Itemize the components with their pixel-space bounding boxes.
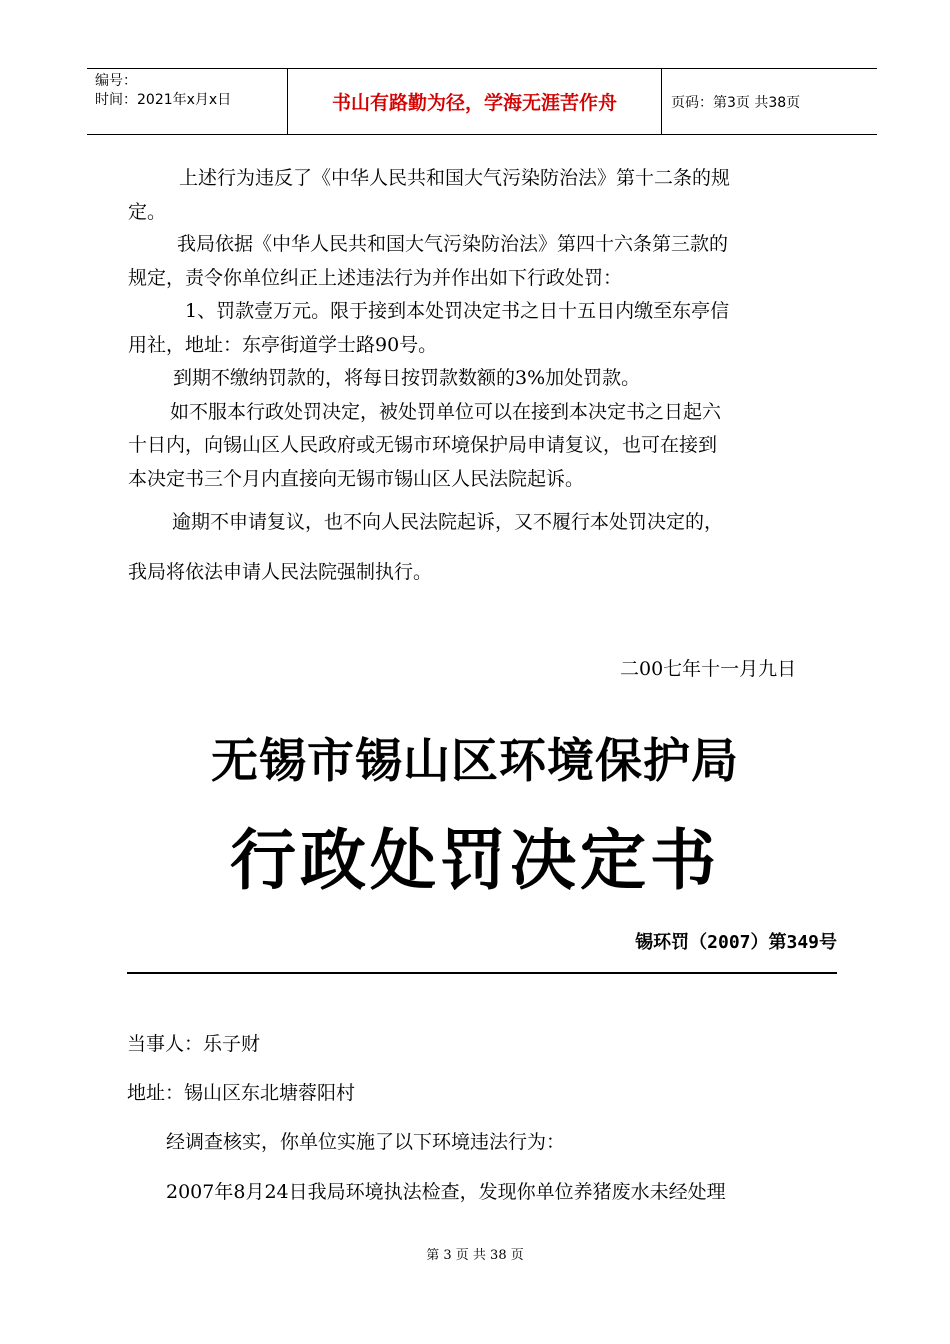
- paragraph-line: 上述行为违反了《中华人民共和国大气污染防治法》第十二条的规: [179, 167, 731, 189]
- document-date: 二00七年十一月九日: [620, 658, 797, 680]
- header-page-cell: [662, 69, 877, 134]
- paragraph-line: 用社，地址：东亭街道学士路90号。: [128, 334, 438, 356]
- paragraph-line: 十日内，向锡山区人民政府或无锡市环境保护局申请复议，也可在接到: [128, 434, 718, 456]
- header-meta-cell: [87, 69, 288, 134]
- page-header: [87, 68, 877, 135]
- header-number-label: 编号：: [95, 73, 137, 89]
- header-time-label: 时间：2021年x月x日: [95, 92, 232, 108]
- header-motto: 书山有路勤为径，学海无涯苦作舟: [331, 92, 617, 114]
- paragraph-line: 1、罚款壹万元。限于接到本处罚决定书之日十五日内缴至东亭信: [185, 300, 730, 322]
- finding-line: 2007年8月24日我局环境执法检查，发现你单位养猪废水未经处理: [166, 1181, 726, 1203]
- paragraph-line: 我局将依法申请人民法院强制执行。: [128, 561, 433, 583]
- page-footer: 第 3 页 共 38 页: [426, 1248, 524, 1263]
- paragraph-line: 本决定书三个月内直接向无锡市锡山区人民法院起诉。: [128, 468, 585, 490]
- paragraph-line: 规定，责令你单位纠正上述违法行为并作出如下行政处罚：: [128, 267, 623, 289]
- paragraph-line: 到期不缴纳罚款的，将每日按罚款数额的3%加处罚款。: [173, 367, 641, 389]
- header-page-info: 页码：第3页 共38页: [671, 95, 801, 111]
- title-divider: [127, 972, 837, 974]
- document-number: 锡环罚（2007）第349号: [635, 932, 837, 953]
- paragraph-line: 我局依据《中华人民共和国大气污染防治法》第四十六条第三款的: [177, 233, 729, 255]
- party-line: 当事人：乐子财: [127, 1033, 261, 1055]
- agency-title: 无锡市锡山区环境保护局: [211, 734, 739, 789]
- paragraph-line: 如不服本行政处罚决定，被处罚单位可以在接到本决定书之日起六: [170, 401, 722, 423]
- header-motto-cell: [288, 69, 662, 134]
- address-line: 地址：锡山区东北塘蓉阳村: [127, 1082, 356, 1104]
- intro-line: 经调查核实，你单位实施了以下环境违法行为：: [166, 1131, 566, 1153]
- paragraph-line: 定。: [128, 201, 167, 223]
- document-title: 行政处罚决定书: [230, 822, 720, 899]
- paragraph-line: 逾期不申请复议，也不向人民法院起诉，又不履行本处罚决定的，: [172, 511, 724, 533]
